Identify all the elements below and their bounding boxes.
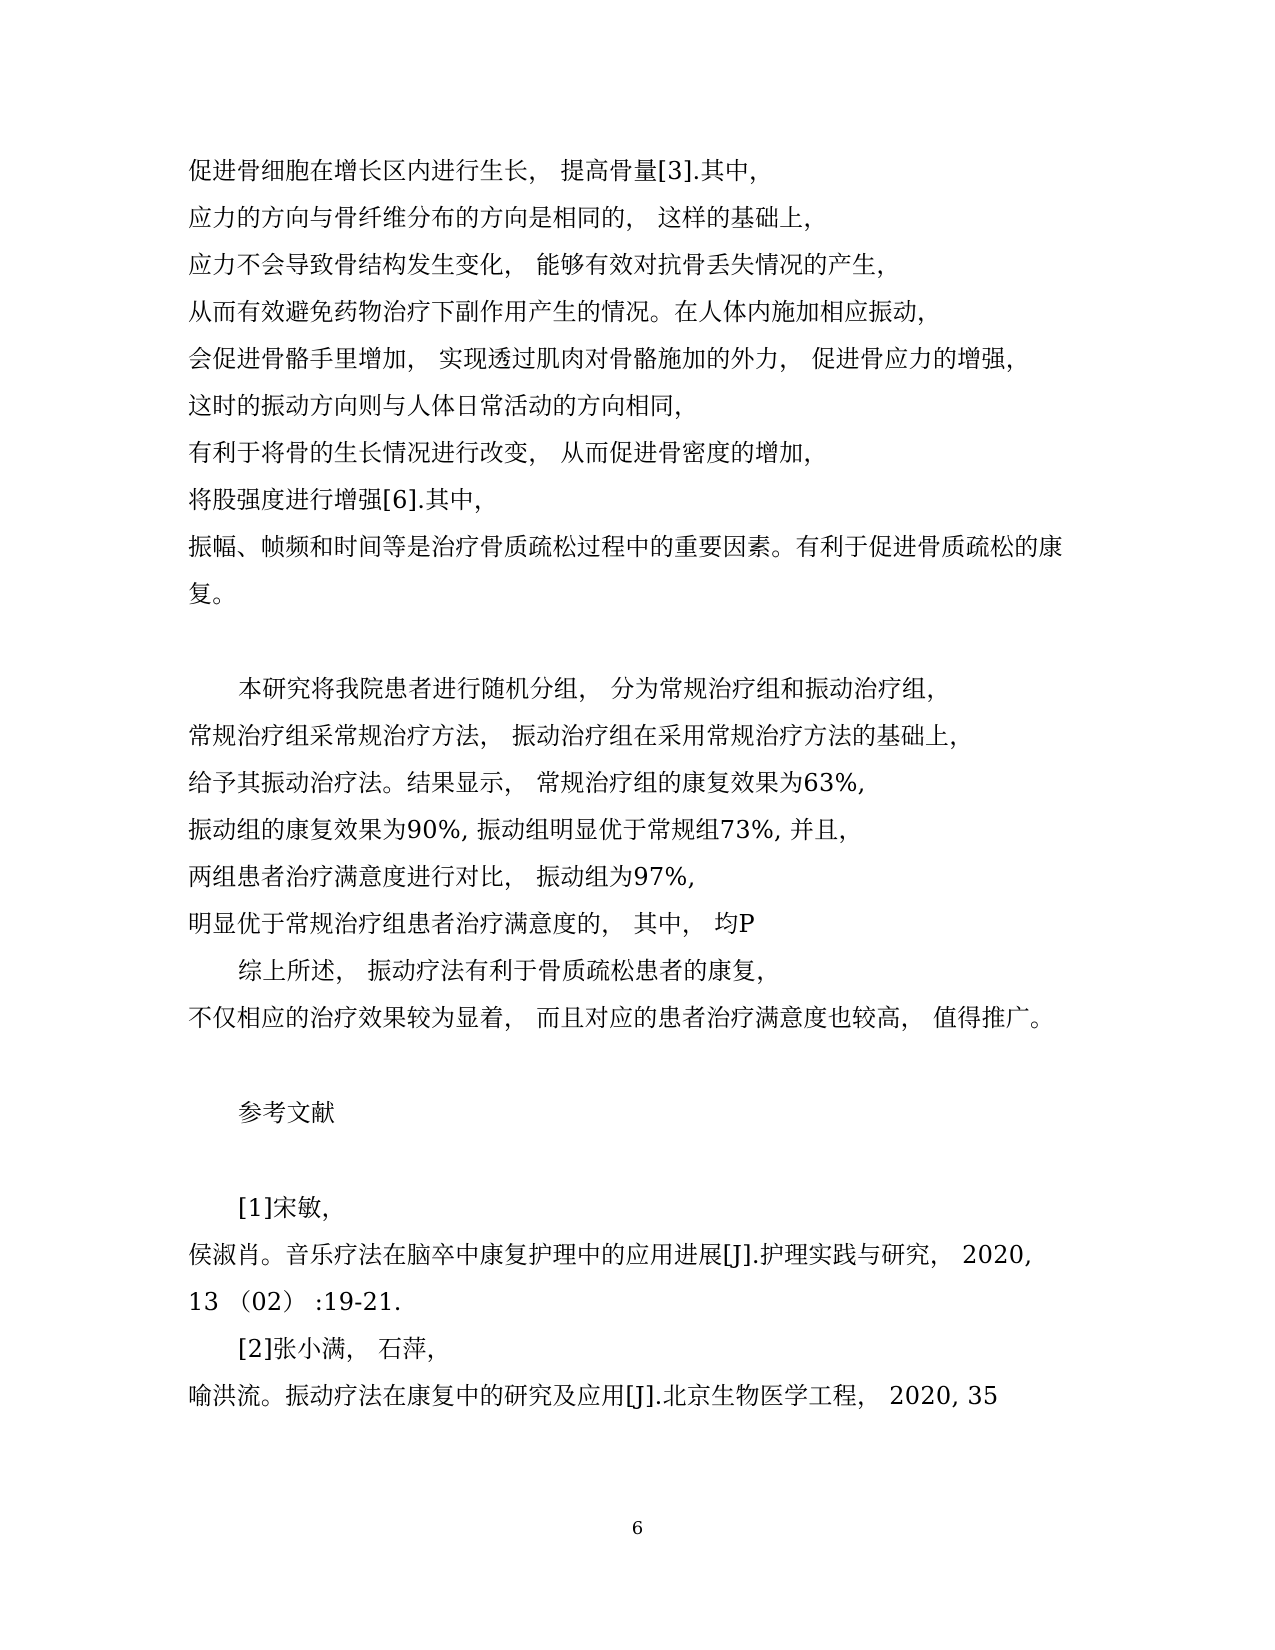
reference-2-line-2: 喻洪流。振动疗法在康复中的研究及应用[J].北京生物医学工程， 2020, 35 <box>188 1382 999 1410</box>
paragraph-2-line-2: 常规治疗组采常规治疗方法， 振动治疗组在采用常规治疗方法的基础上， <box>188 722 974 750</box>
paragraph-1-line-5: 会促进骨骼手里增加， 实现透过肌肉对骨骼施加的外力， 促进骨应力的增强， <box>188 345 1031 373</box>
reference-1-line-1: [1]宋敏， <box>238 1194 346 1222</box>
paragraph-2-line-6: 明显优于常规治疗组患者治疗满意度的， 其中， 均P <box>188 910 755 938</box>
paragraph-1-line-4: 从而有效避免药物治疗下副作用产生的情况。在人体内施加相应振动， <box>188 298 942 326</box>
paragraph-2-line-1: 本研究将我院患者进行随机分组， 分为常规治疗组和振动治疗组， <box>238 675 951 703</box>
paragraph-3-line-1: 综上所述， 振动疗法有利于骨质疏松患者的康复， <box>238 957 781 985</box>
reference-1-line-2: 侯淑肖。音乐疗法在脑卒中康复护理中的应用进展[J].护理实践与研究， 2020, <box>188 1241 1033 1269</box>
paragraph-1-line-3: 应力不会导致骨结构发生变化， 能够有效对抗骨丢失情况的产生， <box>188 251 901 279</box>
paragraph-1-line-6: 这时的振动方向则与人体日常活动的方向相同， <box>188 392 699 420</box>
references-heading: 参考文献 <box>238 1099 336 1127</box>
paragraph-1-line-8: 将股强度进行增强[6].其中， <box>188 486 499 514</box>
paragraph-2-line-4: 振动组的康复效果为90%, 振动组明显优于常规组73%, 并且， <box>188 816 863 844</box>
reference-2-line-1: [2]张小满， 石萍， <box>238 1335 451 1363</box>
paragraph-1-line-9: 振幅、帧频和时间等是治疗骨质疏松过程中的重要因素。有利于促进骨质疏松的康 <box>188 533 1063 561</box>
paragraph-1-line-2: 应力的方向与骨纤维分布的方向是相同的， 这样的基础上， <box>188 204 828 232</box>
reference-1-line-3: 13 （02） :19-21. <box>188 1288 402 1316</box>
paragraph-1-line-1: 促进骨细胞在增长区内进行生长， 提高骨量[3].其中， <box>188 157 774 185</box>
paragraph-1-line-7: 有利于将骨的生长情况进行改变， 从而促进骨密度的增加， <box>188 439 828 467</box>
paragraph-2-line-5: 两组患者治疗满意度进行对比， 振动组为97%, <box>188 863 696 891</box>
page-number: 6 <box>631 1518 644 1539</box>
paragraph-1-line-10: 复。 <box>188 580 237 608</box>
paragraph-3-line-2: 不仅相应的治疗效果较为显着， 而且对应的患者治疗满意度也较高， 值得推广。 <box>188 1004 1055 1032</box>
paragraph-2-line-3: 给予其振动治疗法。结果显示， 常规治疗组的康复效果为63%, <box>188 769 866 797</box>
